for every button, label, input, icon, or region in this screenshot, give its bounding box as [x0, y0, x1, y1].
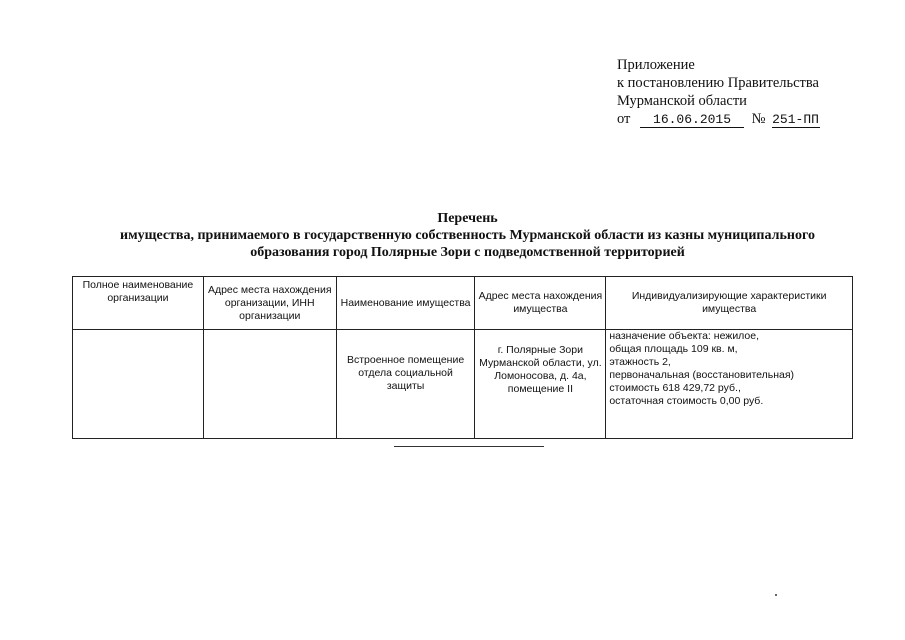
header-org-name: Полное наименование организации: [73, 277, 204, 330]
appendix-line-1: Приложение: [617, 57, 695, 73]
scan-speck: [775, 594, 777, 596]
characteristic-line: стоимость 618 429,72 руб.,: [609, 382, 741, 394]
cell-property-address: г. Полярные Зори Мурманской области, ул. Ломоносова, д. 4а, помещение II: [475, 330, 606, 439]
title-line-2: имущества, принимаемого в государственную собственность Мурманской области из казны муниципального: [120, 228, 815, 243]
end-rule: [394, 446, 544, 447]
header-org-address: Адрес места нахождения организации, ИНН организации: [203, 277, 336, 330]
appendix-line-2: к постановлению Правительства: [617, 75, 819, 91]
table-row: [73, 330, 853, 439]
title-line-1: Перечень: [437, 211, 498, 226]
cell-property-name: Встроенное помещение отдела социальной защиты: [336, 330, 475, 439]
appendix-block: [617, 56, 820, 128]
number-prefix: №: [751, 111, 766, 127]
number-value: 251-ПП: [772, 112, 819, 127]
cell-org-name: [73, 330, 204, 439]
characteristic-line: этажность 2,: [609, 356, 671, 368]
characteristic-line: общая площадь 109 кв. м,: [609, 343, 738, 355]
appendix-date-line: [617, 110, 820, 128]
characteristic-line: назначение объекта: нежилое,: [609, 330, 760, 342]
header-property-name: Наименование имущества: [336, 277, 475, 330]
header-property-address: Адрес места нахождения имущества: [475, 277, 606, 330]
characteristic-line: первоначальная (восстановительная): [609, 369, 795, 381]
document-title: [60, 210, 875, 261]
title-line-3: образования город Полярные Зори с подведомственной территорией: [250, 245, 685, 260]
date-prefix: от: [617, 111, 631, 127]
property-table: [72, 276, 853, 439]
header-characteristics: Индивидуализирующие характеристики имущества: [606, 277, 853, 330]
table-header-row: [73, 277, 853, 330]
date-value: 16.06.2015: [640, 113, 744, 128]
appendix-line-3: Мурманской области: [617, 93, 747, 109]
characteristic-line: остаточная стоимость 0,00 руб.: [609, 395, 764, 407]
cell-org-address: [203, 330, 336, 439]
cell-characteristics: [606, 330, 853, 439]
